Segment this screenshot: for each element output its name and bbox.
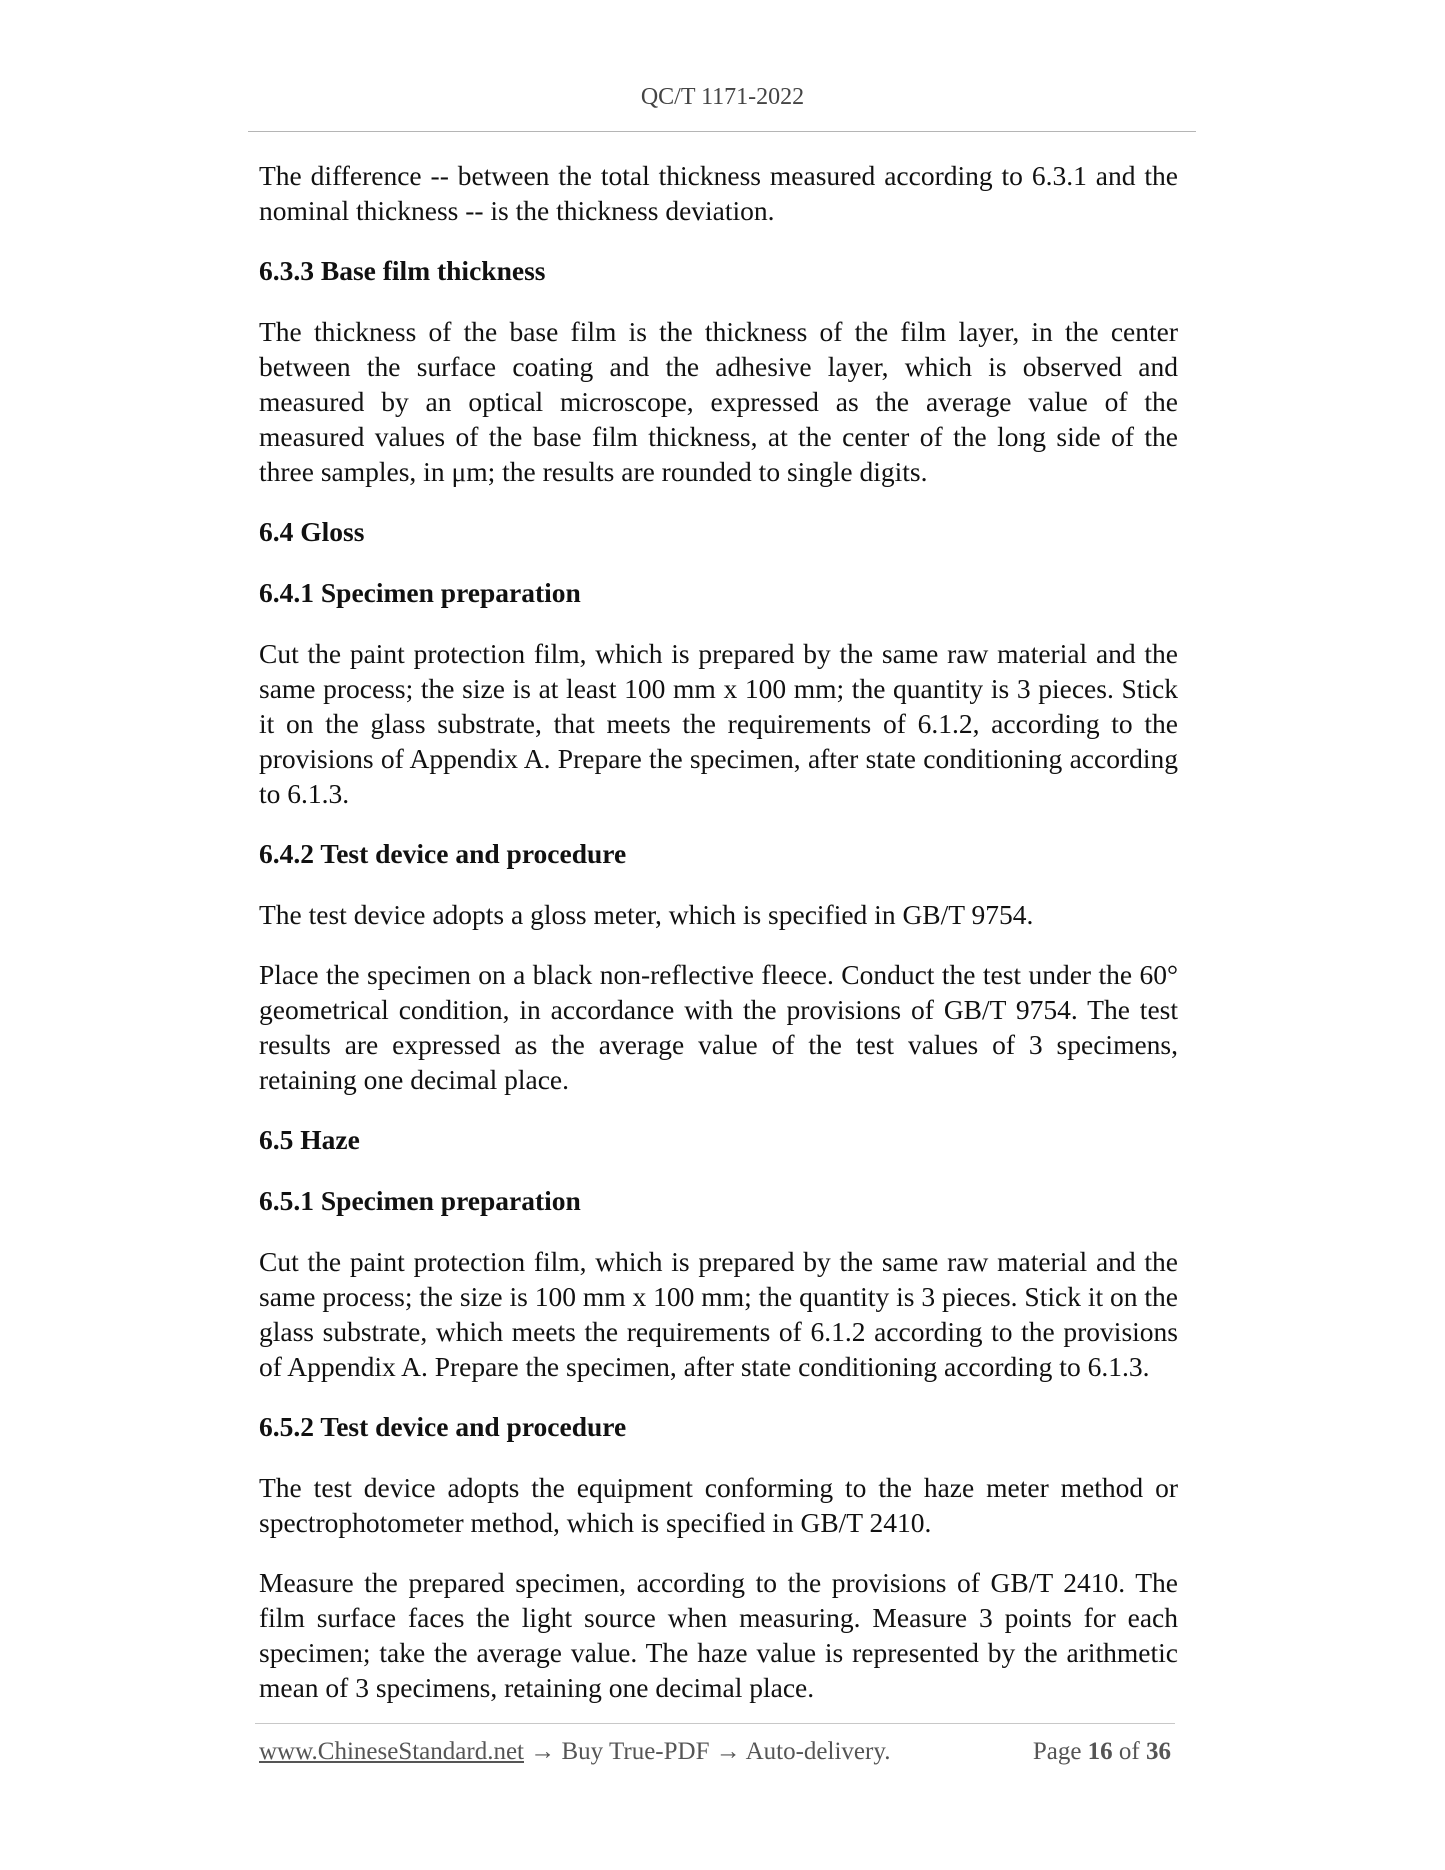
paragraph-gloss-device: The test device adopts a gloss meter, which is specified in GB/T 9754. [259,899,1034,930]
page-number [1033,1738,1171,1766]
heading-6-3-3: 6.3.3 Base film thickness [259,255,546,286]
paragraph-haze-device: The test device adopts the equipment conforming to the haze meter method or spectrophotometer method, which is specified in GB/T 2410. [259,1472,1178,1538]
paragraph-base-film-thickness: The thickness of the base film is the thickness of the film layer, in the center between the surface coating and the adhesive layer, which is observed and measured by an optical microscope, expressed as the average value of the measured values of the base film thickness, at the center of the long side of the three samples, in μm; the results are rounded to single digits. [259,316,1178,487]
page-body [259,158,1178,1730]
paragraph-gloss-procedure: Place the specimen on a black non-reflective fleece. Conduct the test under the 60° geometrical condition, in accordance with the provisions of GB/T 9754. The test results are expressed as the average value of the test values of 3 specimens, retaining one decimal place. [259,959,1178,1095]
footer-promo [259,1738,890,1766]
website-link[interactable]: www.ChineseStandard.net [259,1738,524,1765]
page-label: Page [1032,1738,1082,1765]
of-label: of [1118,1738,1140,1765]
footer-divider [255,1723,1175,1724]
heading-6-5: 6.5 Haze [259,1124,360,1155]
paragraph-haze-specimen-preparation: Cut the paint protection film, which is prepared by the same raw material and the same process; the size is 100 mm x 100 mm; the quantity is 3 pieces. Stick it on the glass substrate, which meets the requirements of 6.1.2 according to the provisions of Appendix A. Prepare the specimen, after state conditioning according to 6.1.3. [259,1246,1178,1382]
heading-6-5-1: 6.5.1 Specimen preparation [259,1185,581,1216]
buy-pdf-text: Buy True-PDF [561,1738,710,1765]
arrow-right-icon: → [530,1738,556,1765]
total-pages: 36 [1146,1738,1171,1765]
heading-6-4-2: 6.4.2 Test device and procedure [259,838,627,869]
arrow-right-icon: → [715,1738,741,1765]
heading-6-4: 6.4 Gloss [259,516,365,547]
current-page: 16 [1087,1738,1113,1765]
paragraph-haze-procedure: Measure the prepared specimen, according to the provisions of GB/T 2410. The film surface faces the light source when measuring. Measure 3 points for each specimen; take the average value. The haze value is represented by the arithmetic mean of 3 specimens, retaining one decimal place. [259,1567,1178,1703]
heading-6-5-2: 6.5.2 Test device and procedure [259,1411,627,1442]
paragraph-gloss-specimen-preparation: Cut the paint protection film, which is prepared by the same raw material and the same process; the size is at least 100 mm x 100 mm; the quantity is 3 pieces. Stick it on the glass substrate, that meets the requirements of 6.1.2, according to the provisions of Appendix A. Prepare the specimen, after state conditioning according to 6.1.3. [259,638,1178,809]
header-divider [248,131,1196,132]
auto-delivery-text: Auto-delivery. [745,1738,891,1765]
paragraph-thickness-deviation: The difference -- between the total thickness measured according to 6.3.1 and the nominal thickness -- is the thickness deviation. [259,160,1178,226]
running-header: QC/T 1171-2022 [640,84,805,110]
heading-6-4-1: 6.4.1 Specimen preparation [259,577,581,608]
